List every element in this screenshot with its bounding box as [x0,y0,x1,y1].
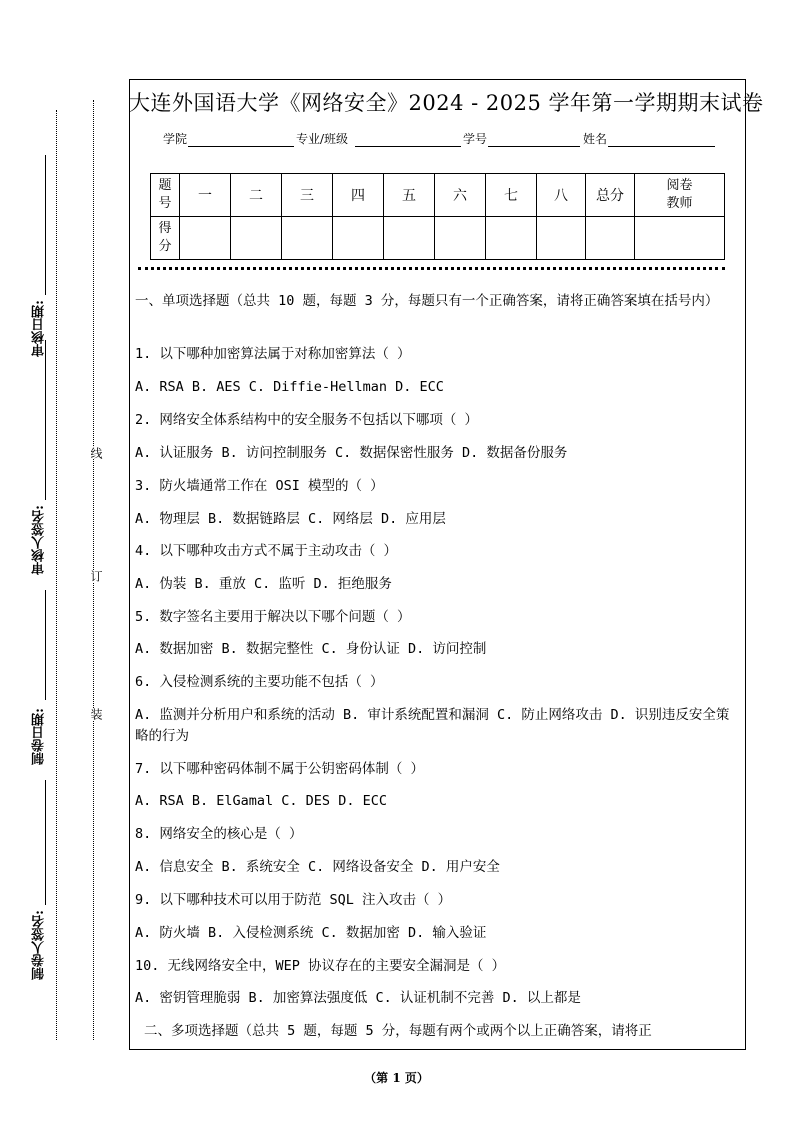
student-id-label: 学号 [463,132,488,146]
section1-heading: 一、单项选择题（总共 10 题，每题 3 分，每题只有一个正确答案，请将正确答案填在括号内） [135,293,719,309]
margin-maker-sign: 制卷人签名: [32,910,47,980]
student-id-field[interactable] [488,146,580,147]
score-cell[interactable] [635,217,725,260]
score-table [150,173,725,260]
question-2: 2. 网络安全体系结构中的安全服务不包括以下哪项（ ） [135,412,479,428]
section2-heading: 二、多项选择题（总共 5 题，每题 5 分，每题有两个或两个以上正确答案，请将正 [144,1023,652,1039]
margin-review-date-line [45,155,46,295]
score-cell[interactable] [333,217,384,260]
score-col-reviewer: 阅卷 教师 [635,174,725,217]
score-col-total: 总分 [586,174,635,217]
score-cell[interactable] [180,217,231,260]
score-col-5: 五 [384,174,435,217]
score-cell[interactable] [231,217,282,260]
question-6: 6. 入侵检测系统的主要功能不包括（ ） [135,674,384,690]
options-9: A. 防火墙 B. 入侵检测系统 C. 数据加密 D. 输入验证 [135,925,487,941]
question-9: 9. 以下哪种技术可以用于防范 SQL 注入攻击（ ） [135,892,452,908]
margin-reviewer-sign: 审核人签名: [32,505,47,575]
score-col-8: 八 [537,174,586,217]
margin-line-mark: 线 [89,447,103,459]
question-7: 7. 以下哪种密码体制不属于公钥密码体制（ ） [135,761,425,777]
score-col-7: 七 [486,174,537,217]
options-5: A. 数据加密 B. 数据完整性 C. 身份认证 D. 访问控制 [135,641,487,657]
margin-review-date: 审核日期: [32,300,47,357]
score-col-1: 一 [180,174,231,217]
question-1: 1. 以下哪种加密算法属于对称加密算法（ ） [135,346,411,362]
margin-dotted-line-left [56,110,57,1040]
question-4: 4. 以下哪种攻击方式不属于主动攻击（ ） [135,543,398,559]
score-table-row-head-number: 题 号 [151,174,180,217]
options-4: A. 伪装 B. 重放 C. 监听 D. 拒绝服务 [135,576,392,592]
margin-seal-mark: 装 [89,708,103,720]
score-cell[interactable] [435,217,486,260]
name-label: 姓名 [583,132,608,146]
question-8: 8. 网络安全的核心是（ ） [135,826,303,842]
score-col-6: 六 [435,174,486,217]
question-5: 5. 数字签名主要用于解决以下哪个问题（ ） [135,609,411,625]
margin-bind-mark: 订 [89,570,103,582]
margin-make-date-line [45,590,46,700]
page-number: （第 1 页） [364,1071,429,1085]
major-field[interactable] [355,146,461,147]
name-field[interactable] [608,146,715,147]
question-3: 3. 防火墙通常工作在 OSI 模型的（ ） [135,478,384,494]
options-2: A. 认证服务 B. 访问控制服务 C. 数据保密性服务 D. 数据备份服务 [135,445,568,461]
college-label: 学院 [163,132,188,146]
margin-maker-sign-line [45,780,46,905]
question-10: 10. 无线网络安全中，WEP 协议存在的主要安全漏洞是（ ） [135,958,506,974]
major-label: 专业/班级 [296,132,349,146]
margin-reviewer-sign-line [45,340,46,500]
score-cell[interactable] [586,217,635,260]
options-1: A. RSA B. AES C. Diffie-Hellman D. ECC [135,379,444,395]
score-cell[interactable] [537,217,586,260]
score-cell[interactable] [282,217,333,260]
header-divider [138,267,725,270]
score-col-3: 三 [282,174,333,217]
options-6: A. 监测并分析用户和系统的活动 B. 审计系统配置和漏洞 C. 防止网络攻击 D. 识别违反安全策略的行为 [135,707,730,744]
options-7: A. RSA B. ElGamal C. DES D. ECC [135,793,387,809]
margin-make-date: 制卷日期: [32,708,47,765]
options-8: A. 信息安全 B. 系统安全 C. 网络设备安全 D. 用户安全 [135,859,500,875]
options-3: A. 物理层 B. 数据链路层 C. 网络层 D. 应用层 [135,511,446,527]
exam-title: 大连外国语大学《网络安全》2024 - 2025 学年第一学期期末试卷 [129,91,764,115]
score-table-row-head-score: 得 分 [151,217,180,260]
score-col-2: 二 [231,174,282,217]
score-col-4: 四 [333,174,384,217]
college-field[interactable] [188,146,294,147]
score-cell[interactable] [384,217,435,260]
options-10: A. 密钥管理脆弱 B. 加密算法强度低 C. 认证机制不完善 D. 以上都是 [135,990,581,1006]
score-cell[interactable] [486,217,537,260]
